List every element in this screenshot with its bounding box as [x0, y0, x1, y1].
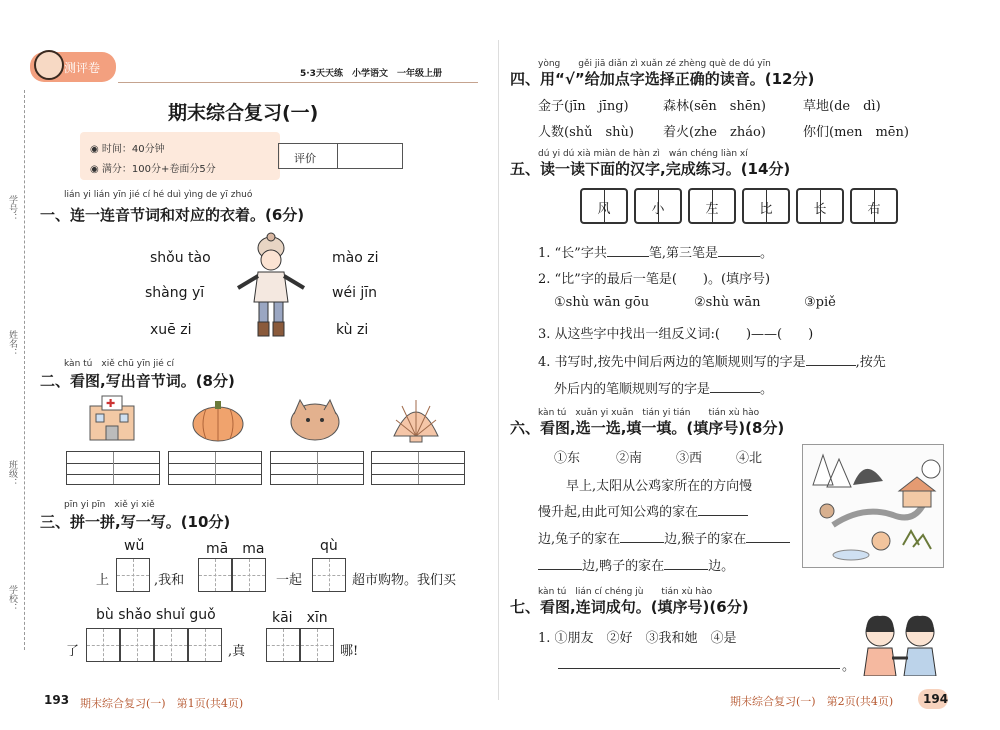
s5-q4-d: 。	[760, 382, 774, 397]
py-kaixin: kāi xīn	[272, 610, 328, 626]
char-box-ma2[interactable]	[232, 558, 266, 592]
text-na: 哪!	[340, 644, 359, 659]
text-wohe: ,我和	[154, 573, 185, 588]
char-box-xin[interactable]	[300, 628, 334, 662]
s4-item-jinzi[interactable]: 金子(jīn jīng)	[538, 99, 629, 114]
word-maozi[interactable]: mào zi	[332, 250, 379, 266]
blank-rabbit-home[interactable]	[620, 542, 664, 543]
s6-p3-b: 边,猴子的家在	[664, 532, 747, 547]
char-chang: 长	[813, 202, 827, 217]
char-feng: 风	[597, 202, 611, 217]
s1-pinyin: lián yi lián yīn jié cí hé duì yìng de yī zhuó	[64, 190, 253, 200]
left-page-number: 193	[44, 693, 70, 707]
book-char-chang	[796, 188, 844, 224]
s6-p4-b: 边。	[708, 559, 735, 574]
s5-q4-a: 4. 书写时,按先中间后两边的笔顺规则写的字是	[538, 355, 806, 370]
side-label-school: 学校：	[7, 585, 17, 612]
s7-title: 七、看图,连词成句。(填序号)(6分)	[510, 598, 749, 616]
time-text: 时间：40分钟	[101, 144, 165, 155]
py-wu: wǔ	[124, 538, 145, 554]
s6-pinyin: kàn tú xuǎn yi xuǎn tián yi tián tián xù hào	[538, 408, 760, 418]
blank-outside-first[interactable]	[710, 392, 760, 393]
s7-answer-line[interactable]	[558, 668, 840, 669]
s6-p4	[538, 555, 734, 574]
s1-title: 一、连一连音节词和对应的衣着。(6分)	[40, 206, 305, 224]
char-box-guo[interactable]	[188, 628, 222, 662]
blank-monkey-home[interactable]	[746, 542, 790, 543]
blank-monkey-side[interactable]	[538, 569, 582, 570]
mascot-icon	[34, 50, 64, 80]
two-girls-illustration	[858, 612, 944, 676]
s3-pinyin: pīn yi pīn xiě yi xiě	[64, 500, 155, 510]
s5-q2: 2. “比”字的最后一笔是( )。(填序号)	[538, 272, 771, 287]
book-char-xiao	[634, 188, 682, 224]
char-box-wu[interactable]	[116, 558, 150, 592]
word-weijin[interactable]: wéi jīn	[332, 285, 378, 301]
book-char-bi	[742, 188, 790, 224]
s2-pinyin: kàn tú xiě chū yīn jié cí	[64, 359, 175, 369]
pinyin-grid-2[interactable]	[168, 451, 262, 485]
pinyin-grid-4[interactable]	[371, 451, 465, 485]
shell-illustration	[386, 392, 446, 444]
full-score: ◉ 满分：100分+卷面分5分	[90, 164, 216, 175]
winter-girl-illustration	[230, 232, 312, 344]
book-char-feng	[580, 188, 628, 224]
s7-q1: 1. ①朋友 ②好 ③我和她 ④是	[538, 631, 737, 646]
char-box-shui[interactable]	[154, 628, 188, 662]
s6-option-north: ④北	[736, 451, 763, 466]
book-char-you	[850, 188, 898, 224]
char-box-kai[interactable]	[266, 628, 300, 662]
s4-item-nimen[interactable]: 你们(men mēn)	[803, 125, 909, 140]
header-rule	[118, 82, 478, 83]
s5-q4-b: ,按先	[855, 355, 886, 370]
char-box-bu[interactable]	[86, 628, 120, 662]
text-zhen: ,真	[228, 644, 246, 659]
blank-third-stroke[interactable]	[718, 256, 760, 257]
s5-q4-c: 外后内的笔顺规则写的字是	[554, 382, 711, 397]
s4-item-senlin[interactable]: 森林(sēn shēn)	[663, 99, 766, 114]
series-label: 5·3天天练 小学语文 一年级上册	[300, 69, 442, 79]
py-mama: mā ma	[206, 541, 265, 557]
word-shangyi[interactable]: shàng yī	[145, 285, 205, 301]
s7-end-mark: 。	[842, 659, 856, 674]
pinyin-grid-1[interactable]	[66, 451, 160, 485]
char-xiao: 小	[651, 202, 665, 217]
s5-q2-option2[interactable]: ②shù wān	[694, 295, 761, 310]
score-text: 满分：100分+卷面分5分	[101, 164, 216, 175]
side-label-number: 学号：	[7, 195, 17, 222]
s5-pinyin: dú yi dú xià miàn de hàn zì wán chéng liàn xí	[538, 149, 748, 159]
char-you: 右	[867, 202, 881, 217]
s5-q1-b: 笔,第三笔是	[648, 246, 718, 261]
right-footer: 期末综合复习(一) 第2页(共4页)	[730, 695, 894, 708]
py-shuiguo: bù shǎo shuǐ guǒ	[96, 607, 216, 623]
time-limit: ◉ 时间：40分钟	[90, 144, 165, 155]
s5-q4-line2	[554, 378, 773, 397]
book-char-zuo	[688, 188, 736, 224]
page-title: 期末综合复习(一)	[168, 102, 319, 124]
blank-rooster-home[interactable]	[698, 515, 748, 516]
cat-illustration	[284, 396, 346, 444]
s6-p4-a: 边,鸭子的家在	[582, 559, 665, 574]
pumpkin-illustration	[190, 398, 246, 444]
evaluation-label: 评价	[294, 152, 316, 165]
right-page-number: 194	[923, 692, 949, 706]
village-map-illustration	[802, 444, 944, 568]
left-page	[0, 0, 498, 730]
side-label-name: 姓名：	[7, 330, 17, 357]
s4-title: 四、用“√”给加点字选择正确的读音。(12分)	[510, 70, 815, 88]
s6-p2-text: 慢升起,由此可知公鸡的家在	[538, 505, 699, 520]
text-chaoshi: 超市购物。我们买	[352, 573, 457, 588]
svg-text:✚: ✚	[106, 397, 116, 410]
left-footer: 期末综合复习(一) 第1页(共4页)	[80, 697, 244, 710]
s6-p1: 早上,太阳从公鸡家所在的方向慢	[566, 479, 753, 494]
s6-option-west: ③西	[676, 451, 703, 466]
hospital-illustration	[82, 392, 152, 444]
blank-middle-first[interactable]	[806, 365, 856, 366]
char-box-qu[interactable]	[312, 558, 346, 592]
s6-p3-a: 边,兔子的家在	[538, 532, 621, 547]
s3-title: 三、拼一拼,写一写。(10分)	[40, 513, 231, 531]
s5-q1-a: 1. “长”字共	[538, 246, 607, 261]
s2-title: 二、看图,写出音节词。(8分)	[40, 372, 235, 390]
s5-q2-option1[interactable]: ①shù wān gōu	[554, 295, 650, 310]
s5-q2-option3[interactable]: ③piě	[804, 295, 836, 310]
s6-option-south: ②南	[616, 451, 643, 466]
s4-item-caodi[interactable]: 草地(de dì)	[803, 99, 881, 114]
side-label-class: 班级：	[7, 460, 17, 487]
binding-line	[24, 90, 25, 650]
s4-pinyin: yòng gěi jiā diǎn zì xuǎn zé zhèng què de dú yīn	[538, 59, 771, 69]
s4-item-renshu[interactable]: 人数(shǔ shù)	[538, 125, 634, 140]
s6-p3	[538, 528, 790, 547]
word-kuzi[interactable]: kù zi	[336, 322, 369, 338]
text-shang: 上	[96, 573, 110, 588]
blank-duck-home[interactable]	[664, 569, 708, 570]
s4-item-zhaohuo[interactable]: 着火(zhe zháo)	[663, 125, 766, 140]
s7-pinyin: kàn tú lián cí chéng jù tián xù hào	[538, 587, 713, 597]
char-bi: 比	[759, 202, 773, 217]
s5-q1	[538, 242, 773, 261]
text-le: 了	[66, 644, 80, 659]
s6-p2	[538, 501, 748, 520]
char-box-ma1[interactable]	[198, 558, 232, 592]
blank-stroke-count[interactable]	[607, 256, 649, 257]
right-page	[498, 0, 1000, 730]
s6-option-east: ①东	[554, 451, 581, 466]
word-xuezi[interactable]: xuē zi	[150, 322, 192, 338]
s5-q1-c: 。	[759, 246, 773, 261]
s5-q4	[538, 351, 886, 370]
pinyin-grid-3[interactable]	[270, 451, 364, 485]
word-shoutao[interactable]: shǒu tào	[150, 250, 211, 266]
char-zuo: 左	[705, 202, 719, 217]
s5-q3: 3. 从这些字中找出一组反义词:( )——( )	[538, 327, 814, 342]
py-qu: qù	[320, 538, 338, 554]
char-box-shao[interactable]	[120, 628, 154, 662]
s5-title: 五、读一读下面的汉字,完成练习。(14分)	[510, 160, 791, 178]
s6-title: 六、看图,选一选,填一填。(填序号)(8分)	[510, 419, 785, 437]
text-yiqi: 一起	[276, 573, 303, 588]
badge-text: 测评卷	[64, 61, 101, 75]
